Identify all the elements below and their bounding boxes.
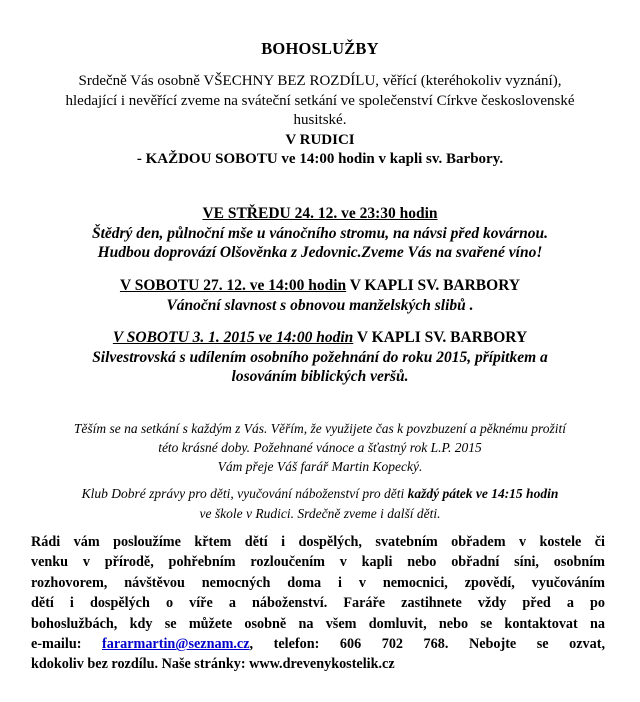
pastor-greeting (0, 419, 640, 476)
event-description: Silvestrovská s udílením osobního požehnání do roku 2015, přípitkem a (92, 348, 548, 366)
event-when: V SOBOTU 27. 12. ve 14:00 hodin (119, 277, 347, 294)
intro-line: Srdečně Vás osobně VŠECHNY BEZ ROZDÍLU, věřící (kteréhokoliv vyznání), (78, 73, 562, 89)
greeting-line: této krásné doby. Požehnané vánoce a šťastný rok L.P. 2015 (158, 440, 482, 455)
event-december-27 (0, 276, 640, 315)
club-schedule: každý pátek ve 14:15 hodin (407, 486, 559, 501)
intro-line: husitské. (293, 112, 347, 128)
place-heading: V RUDICI (285, 131, 355, 148)
email-label: e-mailu: (31, 636, 102, 653)
invitation-paragraph (0, 72, 640, 170)
club-text: ve škole v Rudici. Srdečně zveme i další děti. (199, 506, 441, 521)
regular-service: - KAŽDOU SOBOTU ve 14:00 hodin v kapli sv. Barbory. (136, 151, 504, 167)
event-when: VE STŘEDU 24. 12. ve 23:30 hodin (202, 205, 438, 222)
intro-line: hledající i nevěřící zveme na sváteční setkání ve společenství Církve československé (65, 92, 575, 109)
contact-line (31, 634, 605, 654)
website-line: kdokoliv bez rozdílu. Naše stránky: www.drevenykostelik.cz (31, 656, 395, 673)
event-january-3 (0, 328, 640, 387)
services-line: Rádi vám posloužíme křtem dětí i dospělých, svatebním obřadem v kostele či (31, 534, 605, 550)
email-link[interactable]: fararmartin@seznam.cz (102, 636, 250, 653)
event-christmas-eve (0, 204, 640, 263)
services-paragraph (31, 532, 605, 675)
event-description: Vánoční slavnost s obnovou manželských slibů . (166, 296, 474, 314)
greeting-signature: Vám přeje Váš farář Martin Kopecký. (217, 459, 423, 474)
document-title: BOHOSLUŽBY (261, 39, 379, 58)
services-line: rozhovorem, návštěvou nemocných doma i v nemocnici, zpovědí, vyučováním (31, 574, 605, 591)
event-when: V SOBOTU 3. 1. 2015 ve 14:00 hodin (112, 329, 354, 346)
event-description: losováním biblických veršů. (231, 368, 409, 385)
greeting-line: Těším se na setkání s každým z Vás. Věřím, že využijete čas k povzbuzení a pěknému prožití (73, 421, 567, 436)
event-where: V KAPLI SV. BARBORY (353, 329, 528, 346)
services-line: venku v přírodě, pohřebním rozloučením v kapli nebo obřadní síni, osobním (31, 554, 605, 571)
services-line: bohoslužbách, kdy se můžete osobně na všem domluvit, nebo se kontaktovat na (31, 615, 605, 632)
event-description: Hudbou doprovází Olšověnka z Jedovnic.Zveme Vás na svařené víno! (97, 244, 543, 261)
phone-text: , telefon: 606 702 768. Nebojte se ozvat, (249, 636, 606, 653)
services-line: dětí i dospělých o víře a náboženství. Faráře zastihnete vždy před a po (31, 595, 605, 612)
event-description: Štědrý den, půlnoční mše u vánočního stromu, na návsi před kovárnou. (91, 224, 549, 242)
club-text: Klub Dobré zprávy pro děti, vyučování náboženství pro děti (81, 486, 408, 501)
kids-club-notice (0, 484, 640, 524)
event-where: V KAPLI SV. BARBORY (346, 277, 521, 294)
